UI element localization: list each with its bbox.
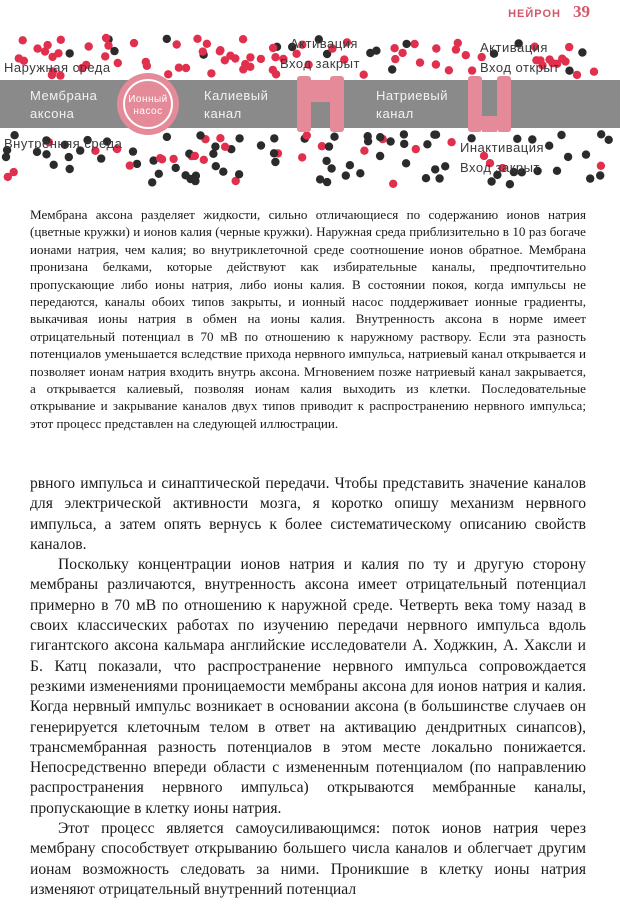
- potassium-ion-dot: [388, 65, 396, 73]
- pump-label-1: Ионный: [128, 94, 168, 105]
- potassium-ion-dot: [506, 180, 514, 188]
- sodium-ion-dot: [360, 147, 368, 155]
- sodium-ion-dot: [391, 55, 399, 63]
- potassium-ion-dot: [564, 153, 572, 161]
- sodium-ion-dot: [221, 143, 229, 151]
- potassium-ion-dot: [386, 137, 394, 145]
- na-inactivation-label-2: Вход закрыт: [460, 160, 540, 175]
- membrane-diagram: [0, 30, 620, 190]
- sodium-ion-dot: [410, 40, 418, 48]
- potassium-ion-dot: [325, 142, 333, 150]
- potassium-ion-dot: [487, 177, 495, 185]
- sodium-ion-dot: [191, 152, 199, 160]
- potassium-ion-dot: [163, 35, 171, 43]
- sodium-ion-dot: [432, 44, 440, 52]
- sodium-ion-dot: [57, 36, 65, 44]
- potassium-ion-dot: [565, 67, 573, 75]
- potassium-ion-dot: [605, 136, 613, 144]
- potassium-ion-dot: [557, 131, 565, 139]
- sodium-ion-dot: [246, 53, 254, 61]
- sodium-ion-dot: [298, 153, 306, 161]
- sodium-ion-dot: [114, 59, 122, 67]
- sodium-ion-dot: [193, 35, 201, 43]
- sodium-ion-dot: [390, 44, 398, 52]
- potassium-ion-dot: [181, 171, 189, 179]
- potassium-ion-dot: [400, 140, 408, 148]
- potassium-label-1: Калиевый: [204, 88, 269, 103]
- sodium-ion-dot: [432, 60, 440, 68]
- potassium-ion-dot: [431, 165, 439, 173]
- potassium-ion-dot: [212, 162, 220, 170]
- na-gate-label-2: Вход открыт: [480, 60, 560, 75]
- potassium-ion-dot: [596, 171, 604, 179]
- sodium-ion-dot: [173, 40, 181, 48]
- potassium-ion-dot: [66, 49, 74, 57]
- sodium-ion-dot: [43, 41, 51, 49]
- sodium-ion-dot: [142, 58, 150, 66]
- potassium-ion-dot: [422, 174, 430, 182]
- potassium-ion-dot: [376, 152, 384, 160]
- running-header: [508, 2, 590, 22]
- outer-medium-label: Наружная среда: [4, 60, 111, 75]
- inner-medium-label: Внутренняя среда: [4, 136, 123, 151]
- potassium-ion-dot: [400, 130, 408, 138]
- sodium-ion-dot: [226, 52, 234, 60]
- potassium-ion-dot: [97, 154, 105, 162]
- sodium-ion-dot: [462, 51, 470, 59]
- sodium-ion-dot: [85, 42, 93, 50]
- pump-label-2: насос: [133, 106, 163, 117]
- potassium-ion-dot: [133, 160, 141, 168]
- sodium-ion-dot: [164, 70, 172, 78]
- potassium-ion-dot: [270, 149, 278, 157]
- potassium-ion-dot: [364, 132, 372, 140]
- ion-pump: [117, 73, 179, 135]
- sodium-ion-dot: [200, 156, 208, 164]
- potassium-ion-dot: [322, 157, 330, 165]
- potassium-ion-dot: [155, 170, 163, 178]
- sodium-ion-dot: [360, 71, 368, 79]
- sodium-ion-dot: [597, 162, 605, 170]
- potassium-ion-dot: [582, 150, 590, 158]
- potassium-label-2: канал: [204, 106, 242, 121]
- potassium-ion-dot: [42, 150, 50, 158]
- sodium-ion-dot: [33, 44, 41, 52]
- sodium-ion-dot: [19, 36, 27, 44]
- sodium-ion-dot: [10, 168, 18, 176]
- sodium-ion-dot: [216, 134, 224, 142]
- na-gate-label-1: Активация: [480, 40, 548, 55]
- potassium-ion-dot: [356, 169, 364, 177]
- potassium-ion-dot: [65, 153, 73, 161]
- sodium-ion-dot: [303, 131, 311, 139]
- sodium-ion-dot: [126, 161, 134, 169]
- membrane-label-1: Мембрана: [30, 88, 98, 103]
- potassium-ion-dot: [586, 174, 594, 182]
- potassium-ion-dot: [235, 170, 243, 178]
- sodium-ion-dot: [412, 145, 420, 153]
- sodium-ion-dot: [573, 71, 581, 79]
- sodium-ion-dot: [239, 35, 247, 43]
- potassium-ion-dot: [163, 133, 171, 141]
- sodium-ion-dot: [203, 40, 211, 48]
- potassium-ion-dot: [257, 141, 265, 149]
- potassium-ion-dot: [270, 134, 278, 142]
- potassium-ion-dot: [271, 158, 279, 166]
- potassium-ion-dot: [196, 131, 204, 139]
- sodium-ion-dot: [389, 180, 397, 188]
- potassium-ion-dot: [441, 162, 449, 170]
- sodium-ion-dot: [452, 45, 460, 53]
- sodium-ion-dot: [447, 138, 455, 146]
- body-text: [30, 474, 586, 900]
- running-title: НЕЙРОН: [508, 8, 561, 20]
- potassium-ion-dot: [50, 161, 58, 169]
- sodium-ion-dot: [130, 39, 138, 47]
- sodium-ion-dot: [468, 66, 476, 74]
- sodium-label-2: канал: [376, 106, 414, 121]
- membrane-figure: [0, 30, 620, 190]
- potassium-ion-dot: [129, 147, 137, 155]
- sodium-ion-dot: [239, 65, 247, 73]
- body-paragraph-1: рвного импульса и синаптической передачи. Чтобы представить значение каналов для электрической активности мозга, я коротко опишу механизм нервного импульса, а затем опять вернусь к более систематическому описанию свойств каналов.: [30, 475, 586, 553]
- potassium-ion-dot: [578, 48, 586, 56]
- membrane-label-2: аксона: [30, 106, 75, 121]
- sodium-ion-dot: [445, 66, 453, 74]
- potassium-ion-dot: [191, 177, 199, 185]
- potassium-ion-dot: [597, 130, 605, 138]
- sodium-ion-dot: [271, 53, 279, 61]
- potassium-ion-dot: [110, 47, 118, 55]
- sodium-ion-dot: [207, 69, 215, 77]
- potassium-ion-dot: [430, 131, 438, 139]
- sodium-ion-dot: [269, 44, 277, 52]
- body-paragraph-2: Поскольку концентрации ионов натрия и калия по ту и другую сторону мембраны различаются, внутренность аксона имеет отрицательный потенциал примерно в 70 мВ по отношению к наружной среде. Четверть века тому назад в своих классических работах по изучению передачи нервного импульса вдоль гигантского аксона кальмара английские исследователи А. Ходжкин, А. Хаксли и Б. Катц показали, что распространение нервного импульса сопровождается резкими изменениями проницаемости мембраны аксона для ионов натрия и калия. Когда нервный импульс возникает в основании аксона (в большинстве случаев он генерируется клеточным телом в ответ на активацию дендритных синапсов), трансмембранная разность потенциалов в этом месте локально понижается. Непосредственно впереди области с измененным потенциалом (по направлению распространения нервного импульса) открываются мембранные каналы, пропускающие в клетку ионы натрия.: [30, 556, 586, 817]
- figure-caption: Мембрана аксона разделяет жидкости, сильно отличающиеся по содержанию ионов натрия (цветные кружки) и ионов калия (черные кружки). Наружная среда приблизительно в 10 раз богаче ионами натрия, чем калия; во внутриклеточной среде соотношение ионов обратное. Мембрана пронизана белками, которые действуют как избирательные каналы, предпочтительно пропускающие либо ионы натрия, либо ионы калия. В состоянии покоя, когда импульсы не передаются, каналы обоих типов закрыты, и ионный насос поддерживает ионные градиенты, выкачивая ионы натрия в обмен на ионы калия. Внутренность аксона в норме имеет отрицательный потенциал в 70 мВ по отношению к наружному раствору. Если эта разность потенциалов уменьшается вследствие прихода нервного импульса, натриевый канал открывается и позволяет ионам натрия входить внутрь аксона. Мгновением позже натриевый канал закрывается, а открывается калиевый, позволяя ионам калия выходить из клетки. Последовательные открывание и закрывание каналов двух типов приводит к распространению нервного импульса; этот процесс представлен на следующей иллюстрации.: [30, 207, 586, 431]
- sodium-ion-dot: [216, 46, 224, 54]
- sodium-ion-dot: [199, 47, 207, 55]
- sodium-ion-dot: [182, 64, 190, 72]
- potassium-ion-dot: [209, 150, 217, 158]
- potassium-ion-dot: [316, 175, 324, 183]
- potassium-ion-dot: [372, 47, 380, 55]
- potassium-ion-dot: [235, 134, 243, 142]
- sodium-ion-dot: [257, 55, 265, 63]
- sodium-ion-dot: [590, 68, 598, 76]
- potassium-ion-dot: [545, 142, 553, 150]
- potassium-ion-dot: [402, 159, 410, 167]
- na-inactivation-label-1: Инактивация: [460, 140, 545, 155]
- potassium-ion-dot: [435, 174, 443, 182]
- potassium-ion-dot: [66, 165, 74, 173]
- potassium-ion-dot: [553, 167, 561, 175]
- potassium-ion-dot: [423, 140, 431, 148]
- sodium-ion-dot: [169, 155, 177, 163]
- potassium-ion-dot: [402, 40, 410, 48]
- potassium-ion-dot: [342, 171, 350, 179]
- sodium-label-1: Натриевый: [376, 88, 449, 103]
- sodium-ion-dot: [54, 49, 62, 57]
- sodium-ion-dot: [269, 66, 277, 74]
- potassium-ion-dot: [172, 164, 180, 172]
- sodium-ion-dot: [565, 43, 573, 51]
- potassium-ion-dot: [211, 142, 219, 150]
- potassium-ion-dot: [376, 133, 384, 141]
- potassium-ion-dot: [148, 178, 156, 186]
- k-gate-label-2: Вход закрыт: [280, 56, 360, 71]
- page-number: 39: [573, 2, 590, 21]
- potassium-ion-dot: [346, 161, 354, 169]
- sodium-ion-dot: [398, 49, 406, 57]
- potassium-ion-dot: [327, 164, 335, 172]
- sodium-ion-dot: [561, 57, 569, 65]
- k-gate-label-1: Активация: [290, 36, 358, 51]
- potassium-ion-dot: [330, 133, 338, 141]
- sodium-ion-dot: [102, 34, 110, 42]
- sodium-ion-dot: [416, 58, 424, 66]
- body-paragraph-3: Этот процесс является самоусиливающимся: поток ионов натрия через мембрану способствует открыванию большего числа каналов и облегчает другим ионам возможность следовать за ними. Проникшие в клетку ионы натрия изменяют отрицательный внутренний потенциал: [30, 820, 586, 898]
- potassium-ion-dot: [219, 168, 227, 176]
- sodium-ion-dot: [156, 154, 164, 162]
